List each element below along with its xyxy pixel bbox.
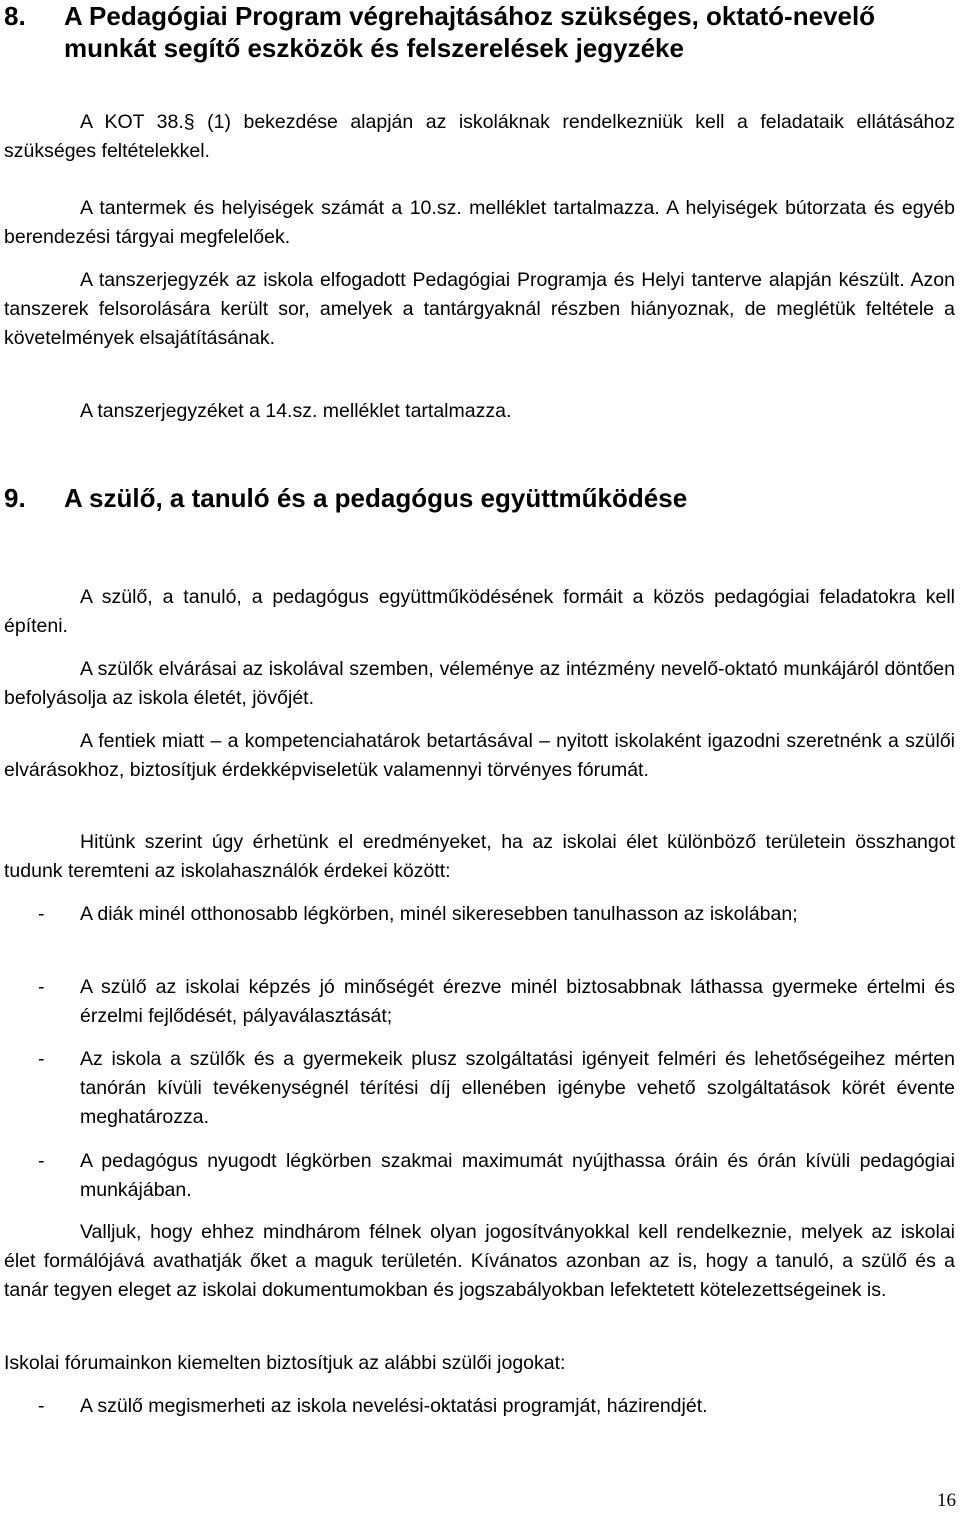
paragraph-rights-intro: Iskolai fórumainkon kiemelten biztosítjuk az alábbi szülői jogokat: — [4, 1352, 566, 1374]
section-9-number: 9. — [4, 483, 26, 513]
list-item-text: Az iskola a szülők és a gyermekeik plusz szolgáltatási igényeit felméri és lehetőségeihez mérten tanórán kívüli tevékenységnél térítési díj ellenében igénybe vehető szolgáltatások körét évente meghatározza. — [80, 1048, 955, 1128]
list-item-text: A szülő az iskolai képzés jó minőségét érezve minél biztosabbnak láthassa gyermeke értelmi és érzelmi fejlődését, pályaválasztását; — [80, 976, 955, 1027]
bullet-marker: - — [38, 1048, 45, 1070]
paragraph-competence: A fentiek miatt – a kompetenciahatárok betartásával – nyitott iskolaként igazodni szeretnénk a szülői elvárásokhoz, biztosítjuk érdekképviseletük valamennyi törvényes fórumát. — [4, 730, 955, 781]
bullet-marker: - — [38, 1395, 45, 1417]
section-8-number: 8. — [4, 1, 26, 31]
paragraph-cooperation: A szülő, a tanuló, a pedagógus együttműködésének formáit a közös pedagógiai feladatokra kell építeni. — [4, 586, 955, 637]
list-item — [4, 900, 955, 929]
paragraph-closing: Valljuk, hogy ehhez mindhárom félnek olyan jogosítványokkal kell rendelkeznie, melyek az iskolai élet formálójává avathatják őket a maguk területén. Kívánatos azonban az is, hogy a tanuló, a szülő és a tanár tegyen eleget az iskolai dokumentumokban és jogszabályokban lefektetett kötelezettségeinek is. — [4, 1221, 955, 1301]
bullet-marker: - — [38, 976, 45, 998]
list-item — [4, 973, 955, 1031]
paragraph-tools-list: A tanszerjegyzék az iskola elfogadott Pedagógiai Programja és Helyi tanterve alapján készült. Azon tanszerek felsorolására került sor, amelyek a tantárgyaknál részben hiányoznak, de meglétük feltétele a követelmények elsajátításának. — [4, 269, 955, 349]
list-item — [4, 1392, 955, 1421]
paragraph-tools-appendix: A tanszerjegyzéket a 14.sz. melléklet tartalmazza. — [80, 400, 512, 422]
list-item-text: A pedagógus nyugodt légkörben szakmai maximumát nyújthassa óráin és órán kívüli pedagógiai munkájában. — [80, 1150, 955, 1201]
section-8-title: A Pedagógiai Program végrehajtásához szükséges, oktató-nevelő munkát segítő eszközök és felszerelések jegyzéke — [64, 1, 876, 63]
paragraph-rooms: A tantermek és helyiségek számát a 10.sz. melléklet tartalmazza. A helyiségek bútorzata és egyéb berendezési tárgyai megfelelőek. — [4, 197, 955, 248]
section-9-title: A szülő, a tanuló és a pedagógus együttműködése — [64, 483, 688, 513]
list-item-text: A diák minél otthonosabb légkörben, minél sikeresebben tanulhasson az iskolában; — [80, 903, 798, 925]
paragraph-kot: A KOT 38.§ (1) bekezdése alapján az iskoláknak rendelkezniük kell a feladataik ellátásához szükséges feltételekkel. — [4, 111, 955, 162]
page-number: 16 — [937, 1490, 956, 1511]
section-8-heading — [4, 0, 954, 64]
paragraph-belief: Hitünk szerint úgy érhetünk el eredményeket, ha az iskolai élet különböző területein összhangot tudunk teremteni az iskolahasználók érdekei között: — [4, 831, 955, 882]
bullet-marker: - — [38, 903, 45, 925]
list-item-text: A szülő megismerheti az iskola nevelési-oktatási programját, házirendjét. — [80, 1395, 708, 1417]
paragraph-parent-expectations: A szülők elvárásai az iskolával szemben, véleménye az intézmény nevelő-oktató munkájáról döntően befolyásolja az iskola életét, jövőjét. — [4, 658, 955, 709]
section-9-heading — [4, 482, 954, 514]
list-item — [4, 1045, 955, 1132]
bullet-marker: - — [38, 1150, 45, 1172]
list-item — [4, 1147, 955, 1205]
